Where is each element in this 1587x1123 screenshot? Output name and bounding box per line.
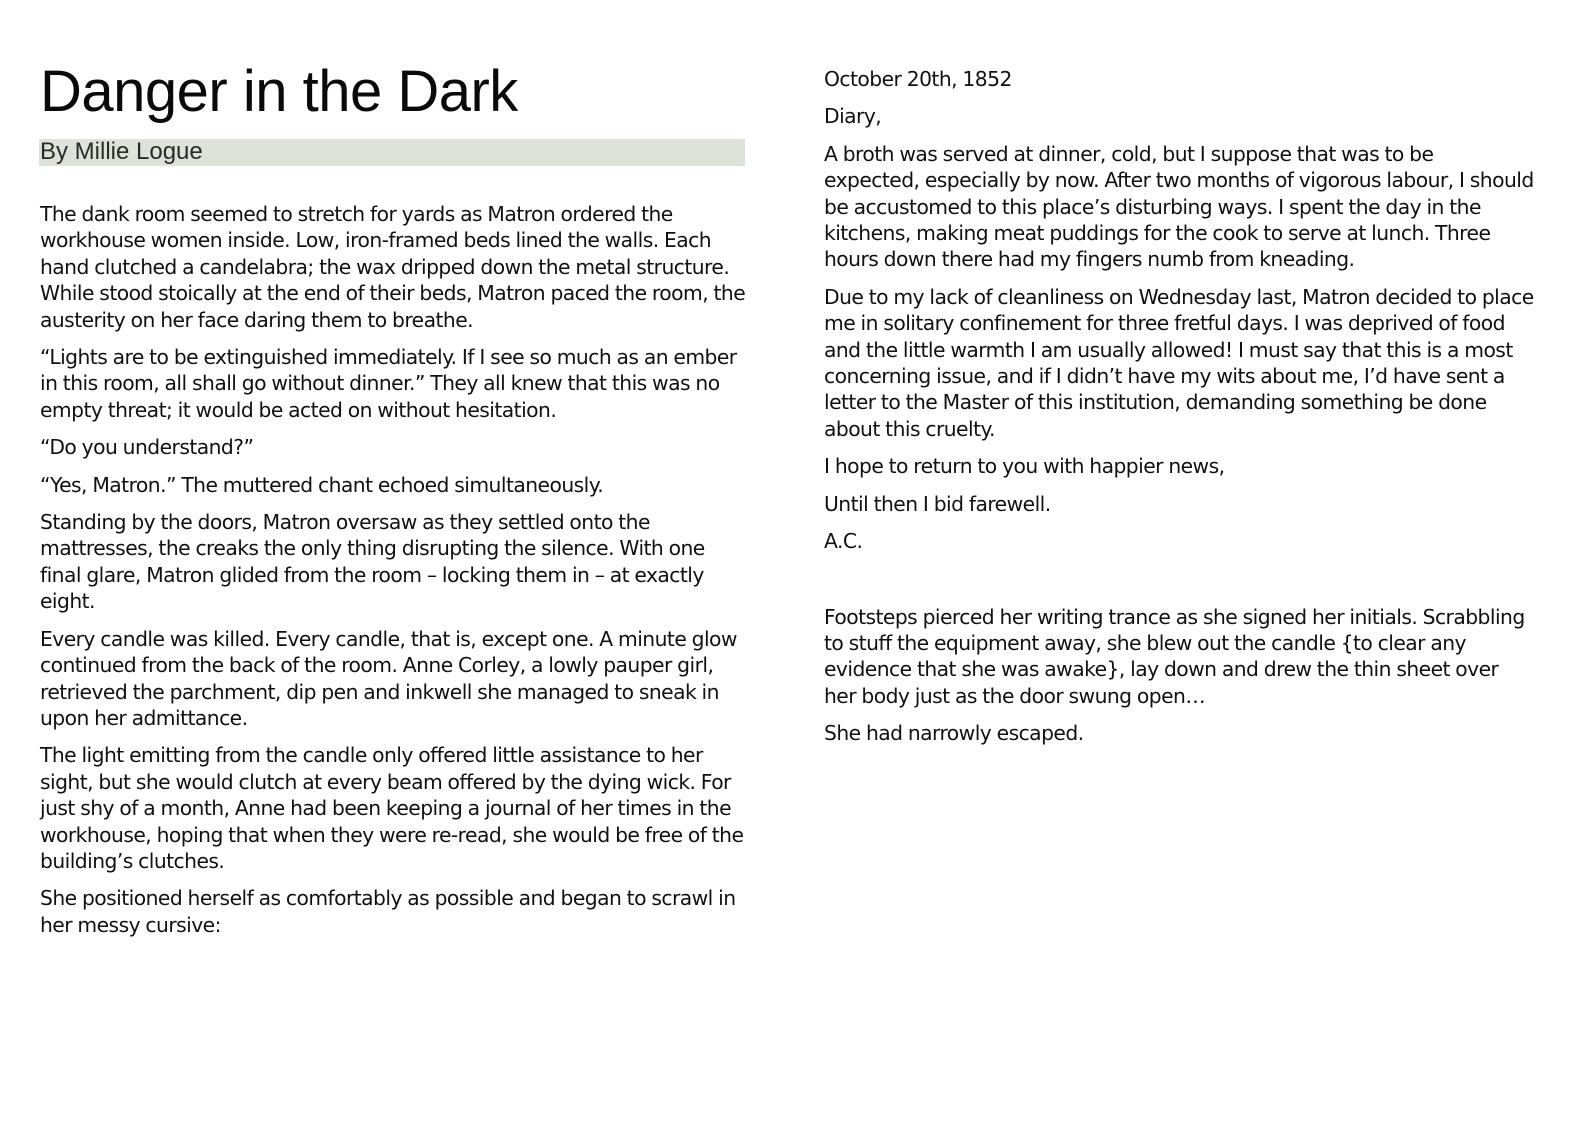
epilogue-paragraph: She had narrowly escaped.: [824, 721, 1084, 746]
diary-entry: [824, 66, 1534, 555]
diary-paragraph: A broth was served at dinner, cold, but I suppose that was to be expected, especially by now. After two months of vigorous labour, I should be accustomed to this place’s disturbing ways. I spent the day in the kitchens, making meat puddings for the cook to serve at lunch. Three hours down there had my fingers numb from kneading.: [824, 141, 1534, 272]
story-paragraph: The dank room seemed to stretch for yards as Matron ordered the workhouse women inside. Low, iron-framed beds lined the walls. Each hand clutched a candelabra; the wax dripped down the metal structure. While stood stoically at the end of their beds, Matron paced the room, the austerity on her face daring them to breathe.: [40, 202, 746, 332]
story-paragraph: The light emitting from the candle only offered little assistance to her sight, but she would clutch at every beam offered by the dying wick. For just shy of a month, Anne had been keeping a journal of her times in the workhouse, hoping that when they were re-read, she would be free of the building’s clutches.: [40, 743, 744, 873]
story-paragraph: She positioned herself as comfortably as possible and began to scrawl in her messy cursive:: [40, 886, 736, 937]
story-body: [40, 201, 746, 938]
diary-paragraph: Due to my lack of cleanliness on Wednesday last, Matron decided to place me in solitary confinement for three fretful days. I was deprived of food and the little warmth I am usually allowed! I must say that this is a most concerning issue, and if I didn’t have my wits about me, I’d have sent a letter to the Master of this institution, demanding something be done about this cruelty.: [824, 284, 1534, 441]
epilogue-paragraph: Footsteps pierced her writing trance as she signed her initials. Scrabbling to stuff the equipment away, she blew out the candle {to clear any evidence that she was awake}, lay down and drew the thin sheet over her body just as the door swung open…: [824, 604, 1525, 708]
story-paragraph: “Yes, Matron.” The muttered chant echoed simultaneously.: [40, 472, 604, 497]
story-title: Danger in the Dark: [40, 59, 518, 124]
diary-closing: Until then I bid farewell.: [824, 491, 1051, 516]
story-paragraph: Every candle was killed. Every candle, that is, except one. A minute glow continued from the back of the room. Anne Corley, a lowly pauper girl, retrieved the parchment, dip pen and inkwell she managed to sneak in upon her admittance.: [40, 626, 737, 730]
diary-signature: A.C.: [824, 529, 863, 554]
right-column: [824, 66, 1534, 758]
author-byline: By Millie Logue: [39, 139, 745, 166]
epilogue: [824, 604, 1534, 747]
diary-salutation: Diary,: [824, 104, 882, 129]
story-paragraph: “Lights are to be extinguished immediately. If I see so much as an ember in this room, all shall go without dinner.” They all knew that this was no empty threat; it would be acted on without hesitation.: [40, 345, 737, 422]
story-paragraph: Standing by the doors, Matron oversaw as they settled onto the mattresses, the creaks the only thing disrupting the silence. With one final glare, Matron glided from the room – locking them in – at exactly eight.: [40, 510, 705, 614]
left-column: [40, 56, 746, 949]
story-paragraph: “Do you understand?”: [40, 435, 254, 460]
diary-date: October 20th, 1852: [824, 67, 1012, 91]
section-spacer: [824, 566, 1534, 604]
diary-closing: I hope to return to you with happier news,: [824, 454, 1225, 479]
